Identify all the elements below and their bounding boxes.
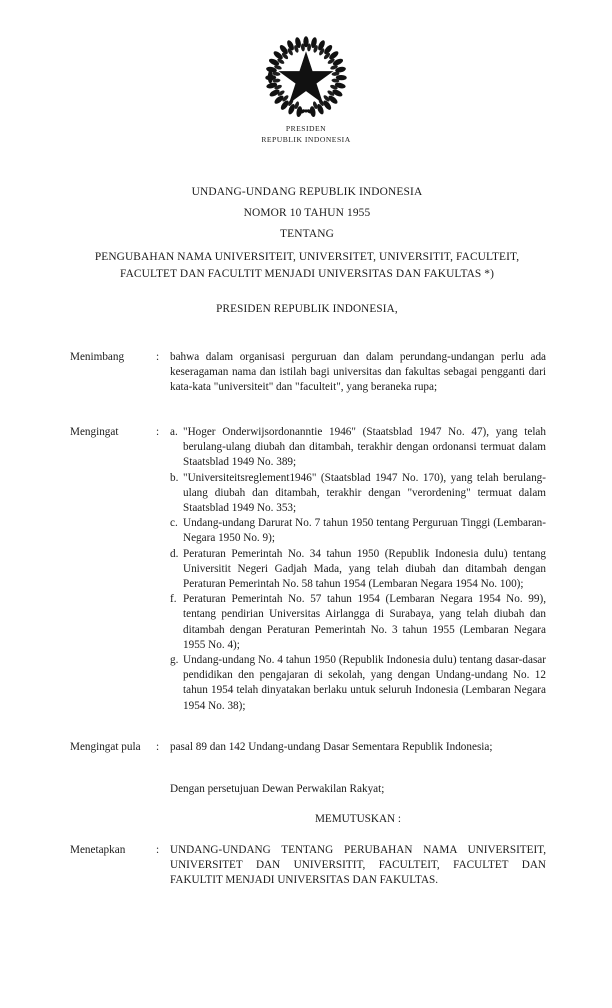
clause-mengingat-body [170, 425, 546, 714]
list-item-text: Undang-undang No. 4 tahun 1950 (Republik Indonesia dulu) tentang dasar-dasar pendidikan den pengajaran di sekolah, yang dengan Undang-undang No. 12 tahun 1954 telah dinyatakan berlaku untuk seluruh Indonesia (Lembaran Negara 1954 No. 38); [183, 654, 546, 712]
title-subject-line-2: FACULTET DAN FACULTIT MENJADI UNIVERSITAS DAN FAKULTAS *) [120, 267, 494, 280]
clause-mengingat-pula-body [170, 740, 546, 755]
list-item-marker: f. [170, 593, 177, 606]
clause-menimbang-text: bahwa dalam organisasi perguruan dan dalam perundang-undangan perlu ada keseragaman nama dan istilah bagi universitas dan fakultas sebagai pengganti dari kata-kata "universiteit" dan "faculteit", yang beraneka rupa; [170, 351, 546, 394]
clause-menetapkan-colon: : [156, 844, 160, 856]
emblem-caption [0, 124, 612, 145]
list-item-marker: a. [170, 426, 178, 438]
list-item-marker: b. [170, 471, 179, 484]
title-line-number: NOMOR 10 TAHUN 1955 [243, 207, 371, 219]
clause-mengingat-pula-text: pasal 89 dan 142 Undang-undang Dasar Sementara Republik Indonesia; [170, 741, 493, 753]
title-line-1: UNDANG-UNDANG REPUBLIK INDONESIA [191, 186, 423, 198]
list-item [170, 653, 546, 714]
clause-menetapkan-label: Menetapkan [70, 844, 126, 856]
list-item-text: Peraturan Pemerintah No. 34 tahun 1950 (Republik Indonesia dulu) tentang Universitit Negeri Gadjah Mada, yang telah diubah dan ditambah dengan Peraturan Pemerintah No. 58 tahun 1954 (Lembaran Negara 1954 No. 100); [183, 547, 546, 591]
persetujuan-line: Dengan persetujuan Dewan Perwakilan Rakyat; [170, 783, 385, 795]
list-item [170, 471, 546, 517]
clause-mengingat-colon: : [156, 426, 160, 438]
opening-line: PRESIDEN REPUBLIK INDONESIA, [216, 303, 398, 315]
clause-menetapkan-text: UNDANG-UNDANG TENTANG PERUBAHAN NAMA UNIVERSITEIT, UNIVERSITET DAN UNIVERSITIT, FACULTEIT, FACULTET DAN FAKULTIT MENJADI UNIVERSITAS DAN FAKULTAS. [170, 844, 546, 887]
list-item-text: "Universiteitsreglement1946" (Staatsblad 1947 No. 170), yang telah berulang-ulang diubah dan ditambah, terakhir dengan "verordening" termuat dalam Staatsblad 1949 No. 353; [183, 471, 546, 515]
emblem-caption-line2: REPUBLIK INDONESIA [261, 134, 351, 144]
clause-menimbang-body [170, 350, 546, 396]
list-item [170, 425, 546, 471]
list-item-marker: g. [170, 654, 179, 667]
document-title-block [68, 182, 546, 282]
emblem-block [0, 34, 612, 125]
list-item [170, 516, 546, 546]
list-item-marker: d. [170, 547, 179, 560]
garuda-star-wreath-emblem [263, 34, 349, 120]
clause-menimbang-label: Menimbang [70, 351, 125, 363]
mengingat-list [170, 425, 546, 714]
title-line-tentang: TENTANG [280, 228, 334, 240]
clause-mengingat-pula-label: Mengingat pula [70, 741, 141, 753]
clause-menimbang-colon: : [156, 351, 160, 363]
title-subject-line-1: PENGUBAHAN NAMA UNIVERSITEIT, UNIVERSITET, UNIVERSITIT, FACULTEIT, [94, 251, 520, 263]
list-item-text: Peraturan Pemerintah No. 57 tahun 1954 (Lembaran Negara 1954 No. 99), tentang pendirian Universitas Airlangga di Surabaya, yang telah diubah dan ditambah dengan Peraturan Pemerintah No. 3 tahun 1955 (Lembaran Negara 1955 No. 4); [183, 593, 546, 651]
list-item [170, 547, 546, 593]
memutuskan-heading: MEMUTUSKAN : [314, 813, 402, 825]
list-item-text: "Hoger Onderwijsordonanntie 1946" (Staatsblad 1947 No. 47), yang telah berulang-ulang diubah dan ditambah, terakhir dengan ordonansi termuat dalam Staatsblad 1949 No. 389; [183, 426, 546, 469]
emblem-caption-line1: PRESIDEN [285, 124, 327, 133]
clause-menetapkan-body [170, 843, 546, 889]
clause-mengingat-label: Mengingat [70, 426, 119, 438]
list-item [170, 592, 546, 653]
list-item-text: Undang-undang Darurat No. 7 tahun 1950 tentang Perguruan Tinggi (Lembaran-Negara 1950 No. 9); [183, 517, 546, 545]
list-item-marker: c. [170, 517, 178, 530]
clause-mengingat-pula-colon: : [156, 741, 160, 753]
